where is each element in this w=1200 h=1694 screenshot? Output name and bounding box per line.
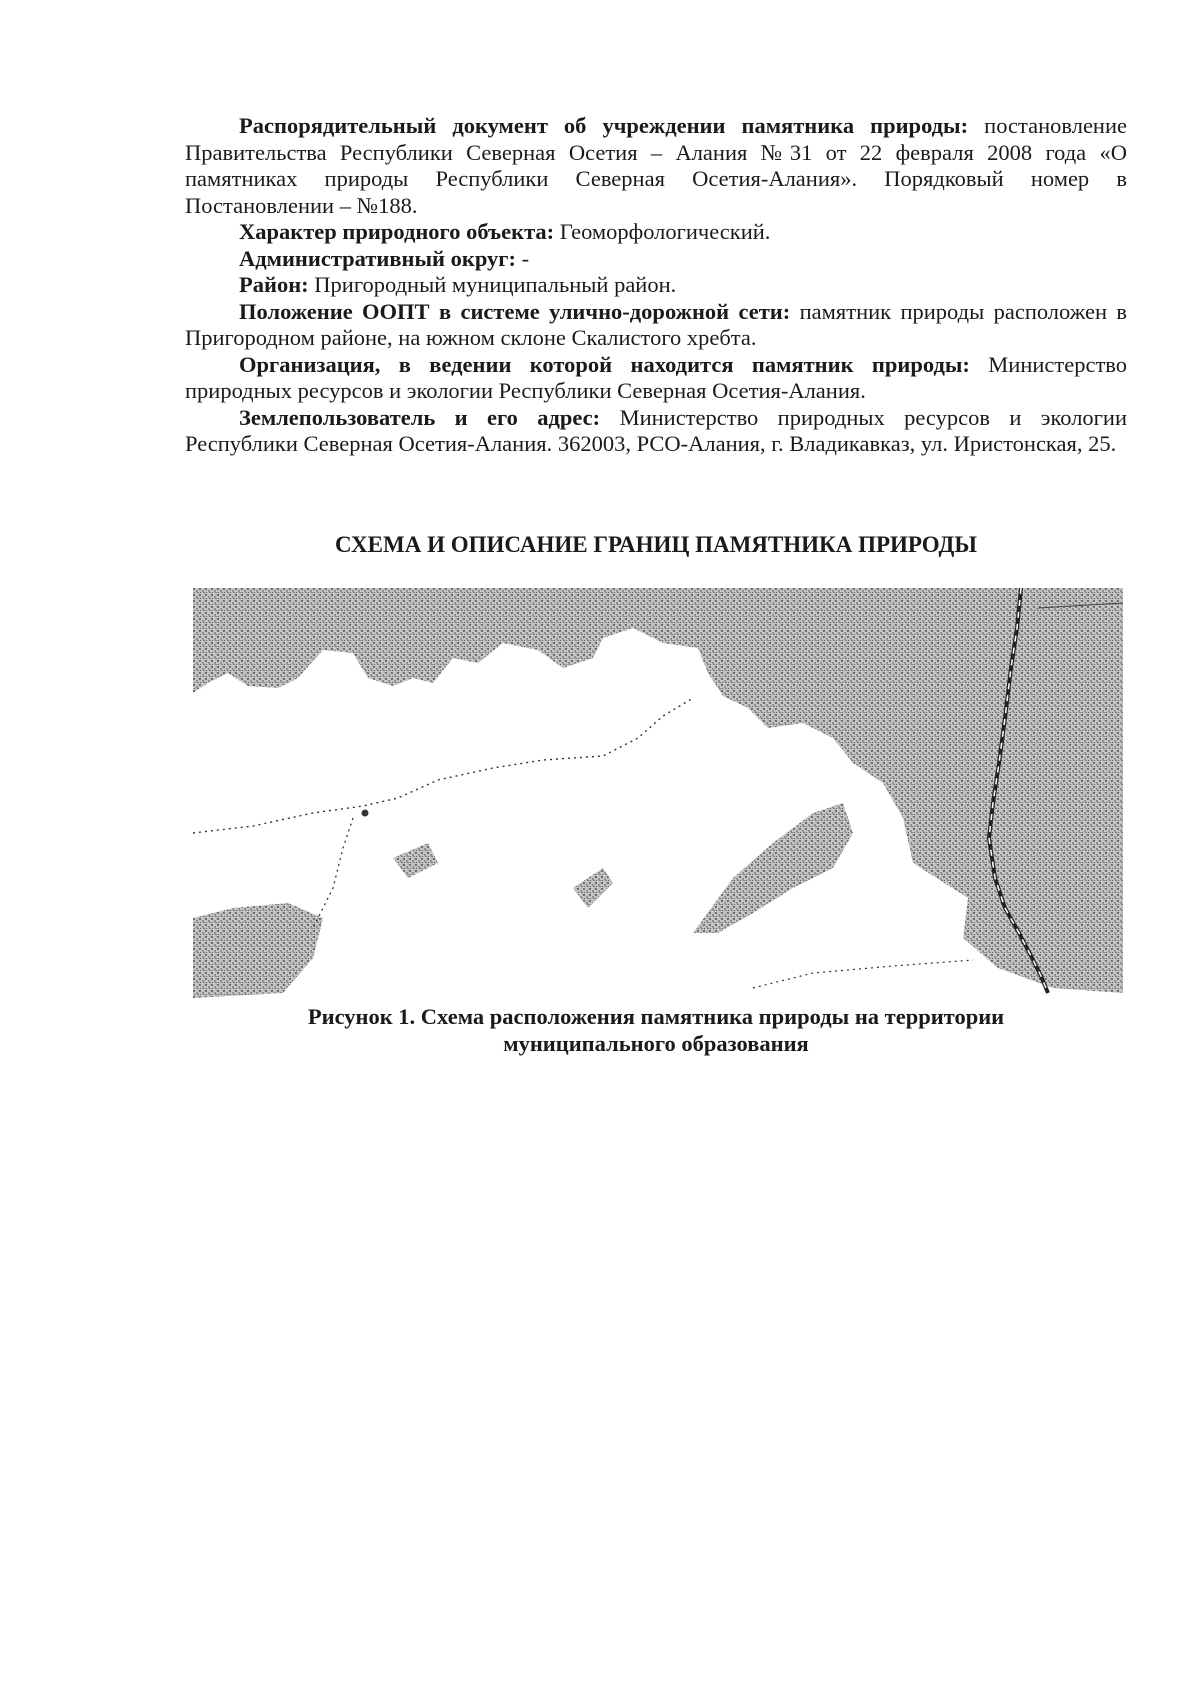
figure-caption-line-1: Рисунок 1. Схема расположения памятника природы на территории (307, 1004, 1005, 1029)
region-text: Пригородный муниципальный район. (314, 272, 677, 297)
paragraph-organization (185, 352, 1127, 405)
land-user-text: Министерство природных ресурсов и экологии Республики Северная Осетия-Алания. 362003, РСО-Алания, г. Владикавказ, ул. Иристонская, 25. (185, 404, 1127, 456)
paragraph-order-document (185, 113, 1127, 219)
organization-text: Министерство природных ресурсов и экологии Республики Северная Осетия-Алания. (185, 351, 1128, 403)
order-document-label: Распорядительный документ об учреждении памятника природы: (239, 113, 969, 138)
road-position-text: памятник природы расположен в Пригородном районе, на южном склоне Скалистого хребта. (185, 298, 1128, 350)
road-position-label: Положение ООПТ в системе улично-дорожной сети: (239, 298, 791, 324)
paragraph-nature-type (185, 219, 1127, 246)
nature-type-text: Геоморфологический. (559, 219, 771, 244)
land-user-label: Землепользователь и его адрес: (239, 404, 601, 430)
paragraph-land-user (185, 405, 1127, 458)
monument-info (185, 113, 1127, 458)
paragraph-region (185, 272, 1127, 299)
order-document-text: постановление Правительства Республики Северная Осетия – Алания №31 от 22 февраля 2008 года «О памятниках природы Республики Северная Осетия-Алания». Порядковый номер в Постановлении – №188. (185, 113, 1128, 218)
figure-caption-line-2: муниципального образования (503, 1031, 809, 1056)
admin-district-label: Административный округ: (239, 245, 517, 271)
organization-label: Организация, в ведении которой находится памятник природы: (239, 351, 970, 377)
section-heading: СХЕМА И ОПИСАНИЕ ГРАНИЦ ПАМЯТНИКА ПРИРОДЫ (335, 532, 977, 557)
region-label: Район: (239, 272, 309, 297)
location-map (193, 588, 1123, 998)
paragraph-road-position (185, 299, 1127, 352)
admin-district-text: - (521, 245, 530, 271)
nature-type-label: Характер природного объекта: (239, 219, 555, 244)
location-map-image (193, 588, 1123, 998)
paragraph-admin-district (185, 246, 1127, 273)
figure-caption (185, 1003, 1127, 1057)
monument-marker (362, 810, 369, 817)
